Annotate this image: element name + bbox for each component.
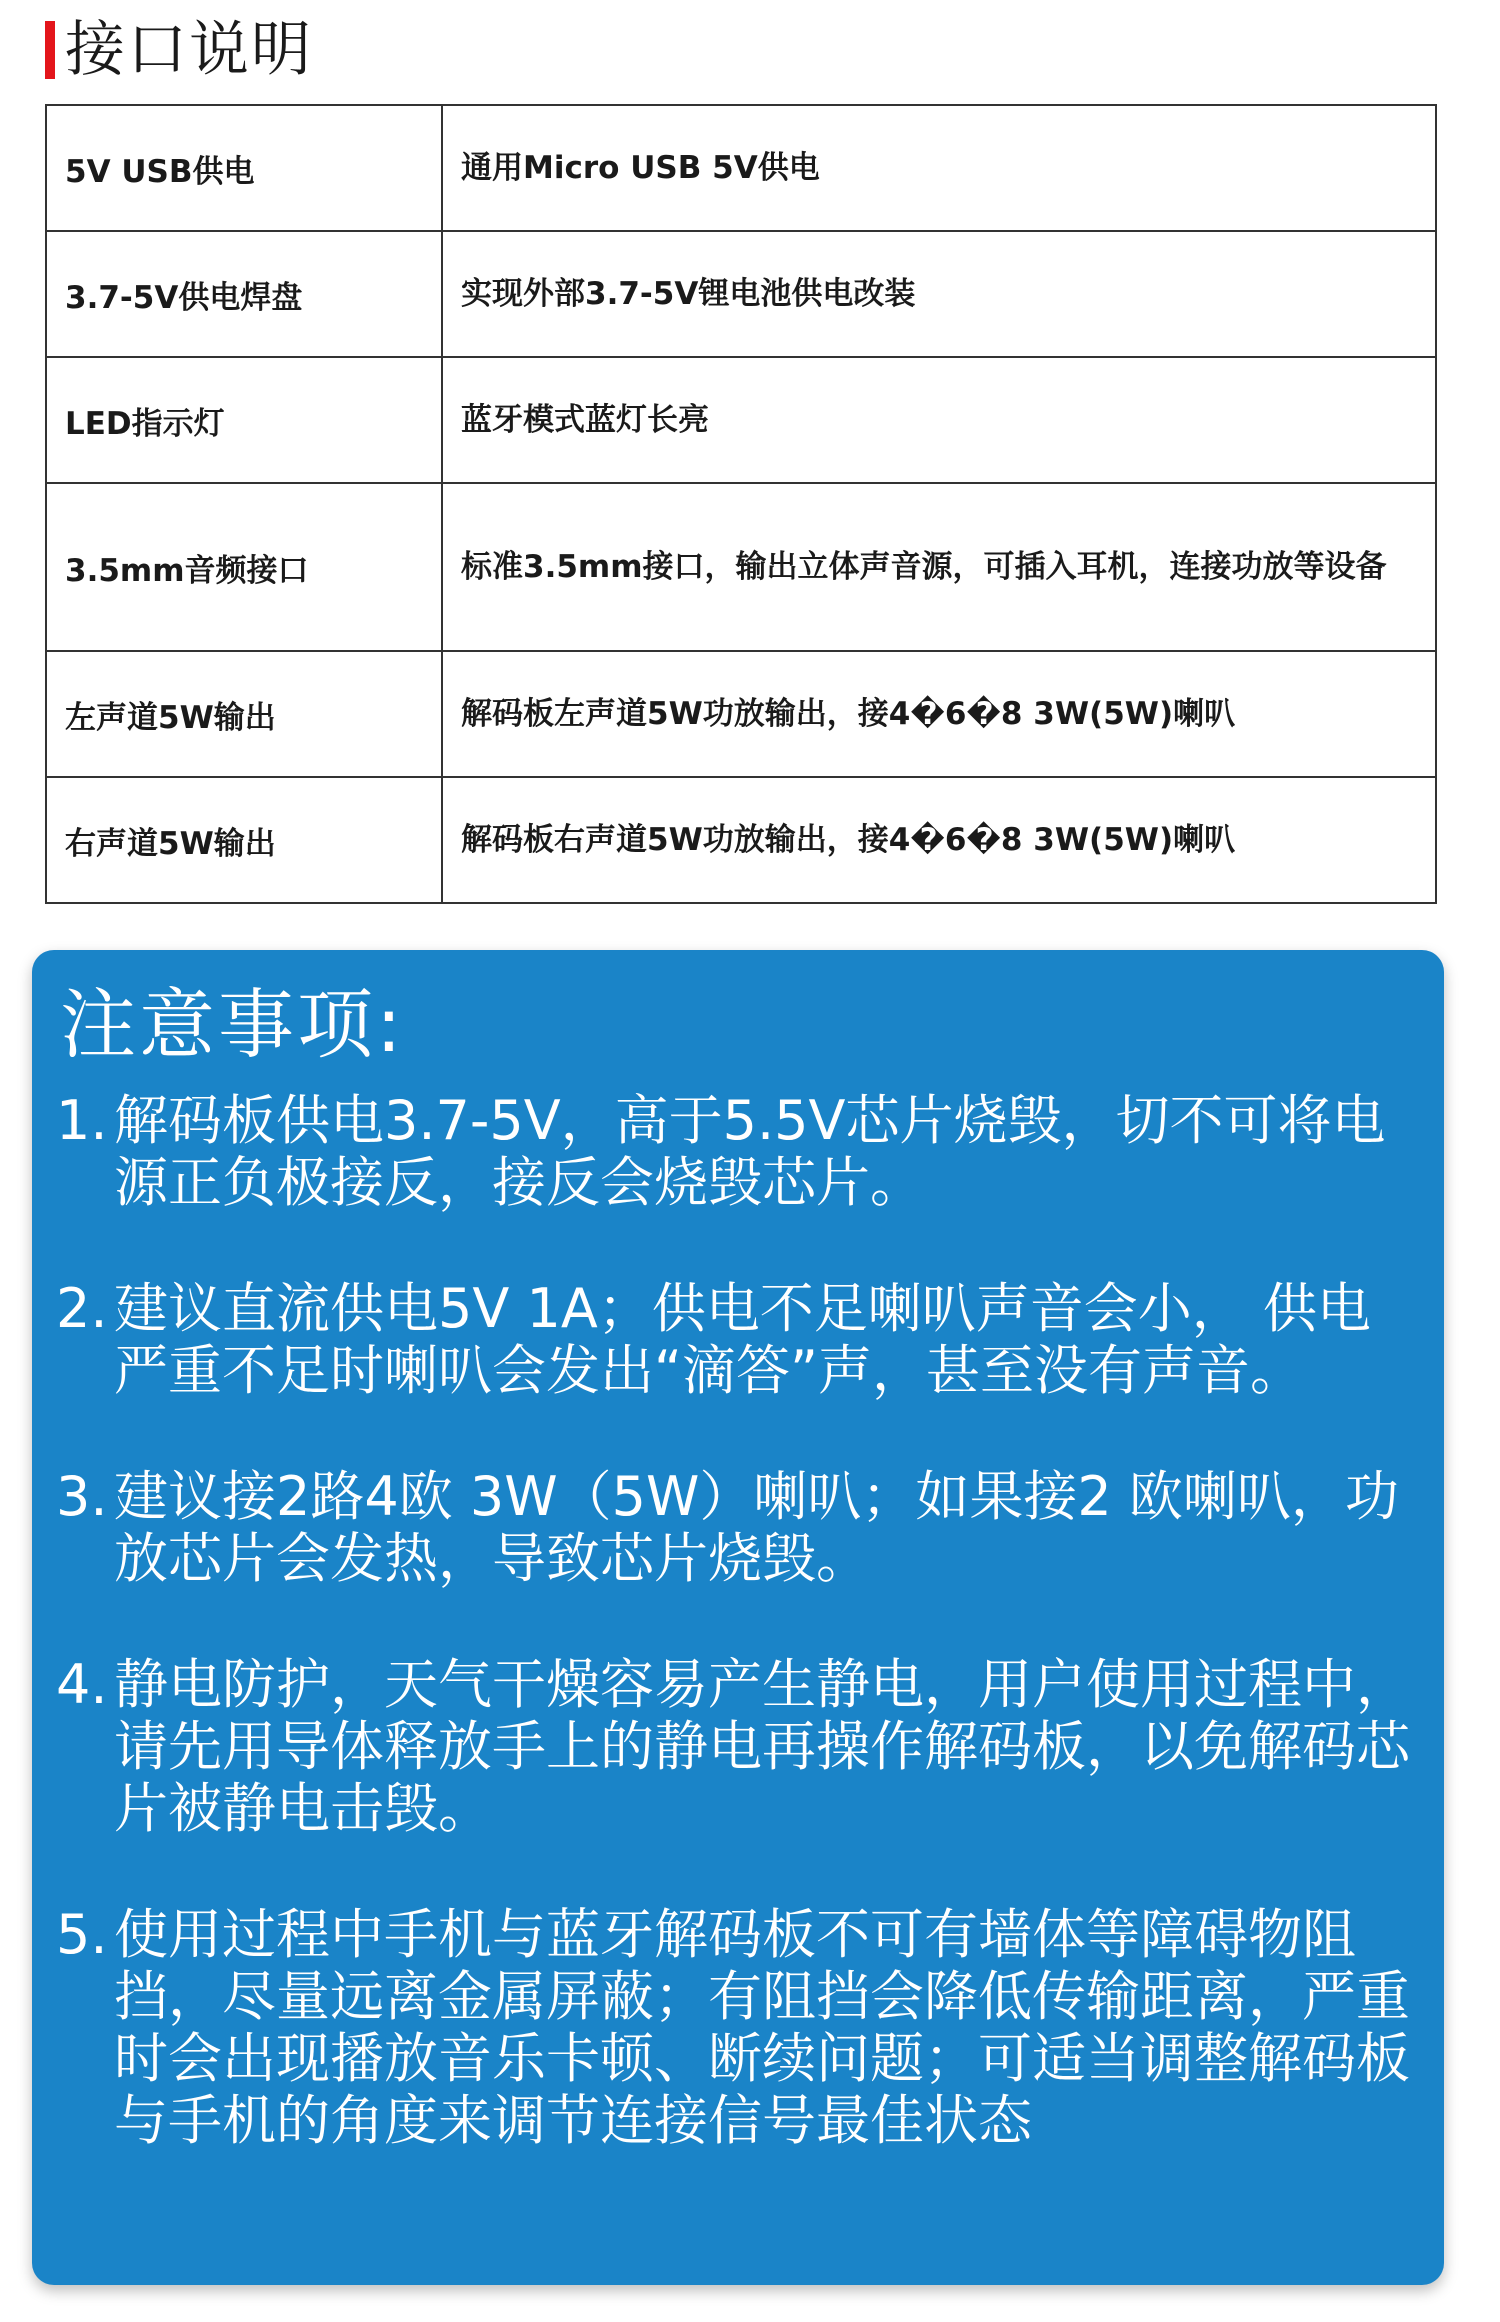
table-row — [46, 651, 1436, 777]
list-item — [56, 1654, 1416, 1840]
notice-list — [56, 1090, 1416, 2216]
table-cell-desc: 通用Micro USB 5V供电 — [442, 105, 1436, 231]
table-cell-name: 3.5mm音频接口 — [46, 483, 442, 651]
table-cell-name: 左声道5W输出 — [46, 651, 442, 777]
list-item-number: 5. — [56, 1903, 108, 1966]
list-item-number: 2. — [56, 1277, 108, 1340]
list-item-number: 4. — [56, 1653, 108, 1716]
list-item — [56, 1466, 1416, 1590]
list-item-text: 使用过程中手机与蓝牙解码板不可有墙体等障碍物阻挡，尽量远离金属屏蔽；有阻挡会降低传输距离，严重时会出现播放音乐卡顿、断续问题；可适当调整解码板与手机的角度来调节连接信号最佳状态 — [114, 1903, 1410, 2152]
table-row — [46, 777, 1436, 903]
section-heading — [45, 10, 313, 90]
table-cell-name: 右声道5W输出 — [46, 777, 442, 903]
table-cell-desc: 标准3.5mm接口，输出立体声音源，可插入耳机，连接功放等设备 — [442, 483, 1436, 651]
list-item-number: 3. — [56, 1465, 108, 1528]
table-cell-desc: 蓝牙模式蓝灯长亮 — [442, 357, 1436, 483]
notice-title: 注意事项: — [60, 980, 405, 1069]
table-cell-name: 5V USB供电 — [46, 105, 442, 231]
table-cell-desc: 实现外部3.7-5V锂电池供电改装 — [442, 231, 1436, 357]
list-item-text: 建议接2路4欧 3W（5W）喇叭；如果接2 欧喇叭，功放芯片会发热，导致芯片烧毁。 — [114, 1465, 1399, 1590]
table-cell-desc: 解码板右声道5W功放输出，接4�6�8 3W(5W)喇叭 — [442, 777, 1436, 903]
list-item — [56, 1090, 1416, 1214]
list-item-text: 静电防护，天气干燥容易产生静电，用户使用过程中，请先用导体释放手上的静电再操作解码板，以免解码芯片被静电击毁。 — [114, 1653, 1410, 1840]
table-row — [46, 357, 1436, 483]
list-item-number: 1. — [56, 1089, 108, 1152]
list-item-text: 解码板供电3.7-5V，高于5.5V芯片烧毁，切不可将电源正负极接反，接反会烧毁芯片。 — [114, 1089, 1386, 1214]
list-item — [56, 1904, 1416, 2152]
table-cell-name: LED指示灯 — [46, 357, 442, 483]
list-item — [56, 1278, 1416, 1402]
page-title: 接口说明 — [65, 15, 313, 85]
table-row — [46, 231, 1436, 357]
list-item-text: 建议直流供电5V 1A；供电不足喇叭声音会小， 供电严重不足时喇叭会发出“滴答”声，甚至没有声音。 — [114, 1277, 1371, 1402]
interface-table — [45, 104, 1437, 904]
heading-accent-bar — [45, 21, 55, 79]
table-row — [46, 105, 1436, 231]
table-row — [46, 483, 1436, 651]
notice-panel — [32, 950, 1444, 2285]
table-cell-name: 3.7-5V供电焊盘 — [46, 231, 442, 357]
table-cell-desc: 解码板左声道5W功放输出，接4�6�8 3W(5W)喇叭 — [442, 651, 1436, 777]
